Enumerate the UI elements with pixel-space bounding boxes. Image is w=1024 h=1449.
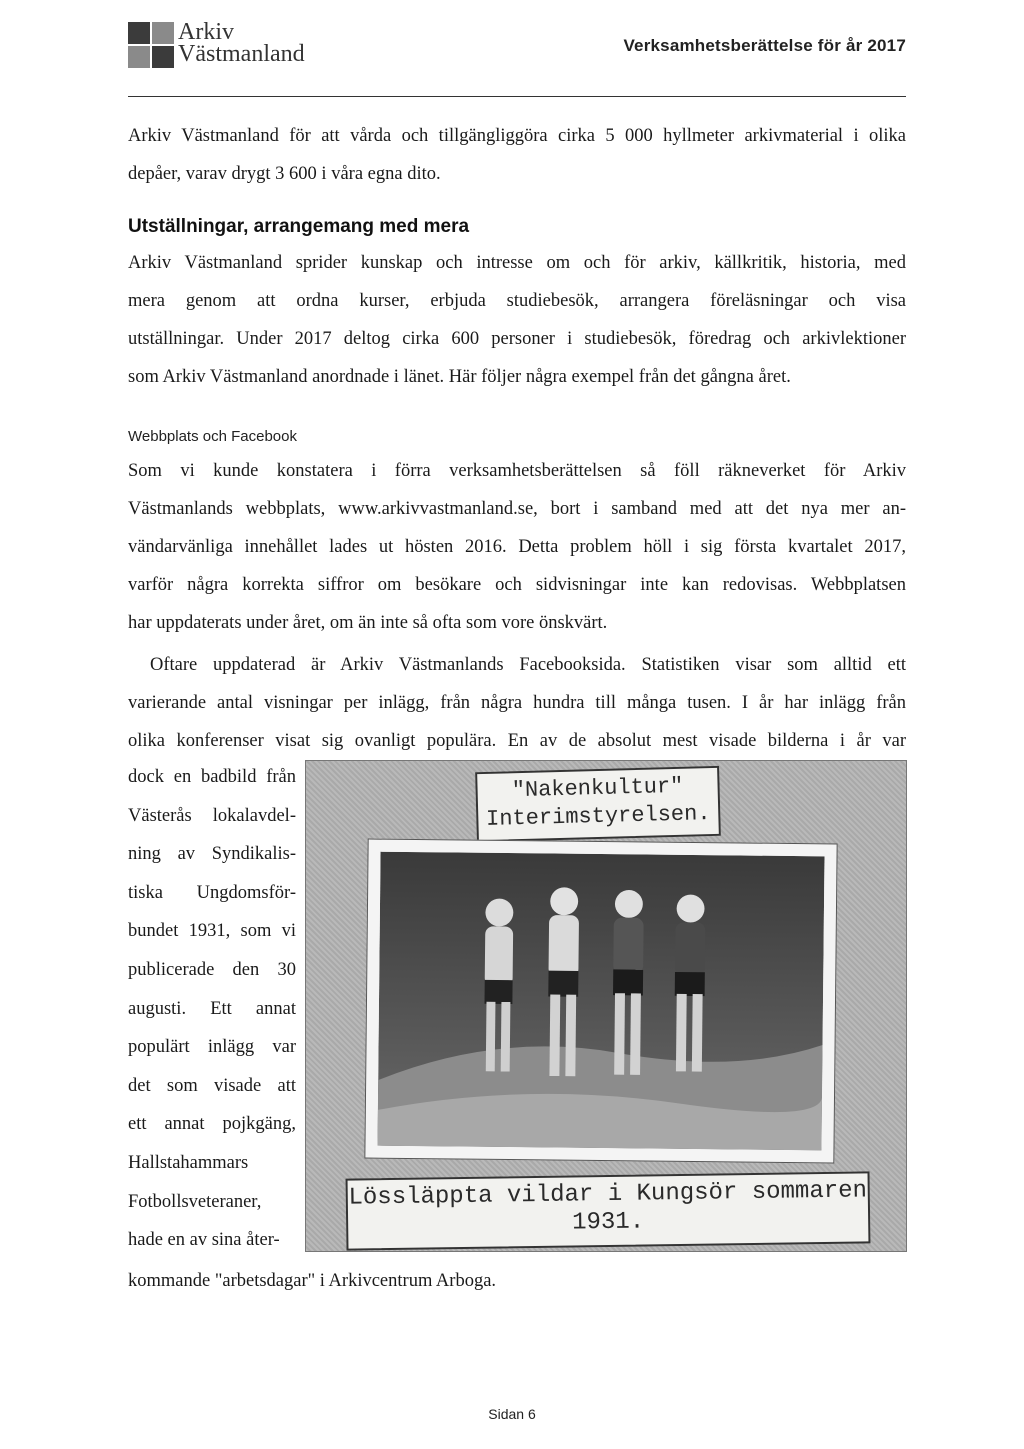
exhibitions-line-1: Arkiv Västmanland sprider kunskap och intresse om och för arkiv, källkritik, historia, med <box>128 253 906 273</box>
logo-line-1: Arkiv <box>178 19 234 45</box>
report-title: Verksamhetsberättelse för år 2017 <box>623 36 906 55</box>
wrap-line-9: det som visade att <box>128 1075 296 1096</box>
wrap-text-column <box>128 758 296 1260</box>
web-paragraph <box>128 452 906 642</box>
web-line-2: Västmanlands webbplats, www.arkivvastmanland.se, bort i samband med att det nya mer an- <box>128 499 906 519</box>
arkiv-logo <box>128 18 305 68</box>
exhibitions-paragraph <box>128 244 906 396</box>
logo-text <box>178 18 305 65</box>
header-divider <box>128 96 906 97</box>
photo-caption-bottom-line-1: Lössläppta vildar i Kungsör sommaren <box>348 1177 868 1212</box>
closing-line: kommande "arbetsdagar" i Arkivcentrum Arboga. <box>128 1271 497 1291</box>
wrap-line-11: Hallstahammars <box>128 1152 249 1173</box>
photo-caption-top-line-1: "Nakenkultur" <box>511 773 684 804</box>
bathers-illustration <box>377 852 824 1151</box>
facebook-line-2: varierande antal visningar per inlägg, från några hundra till många tusen. I år har inlägg från <box>128 693 906 713</box>
facebook-line-3: olika konferenser visat sig ovanligt populära. En av de absolut mest visade bilderna i år var <box>128 731 906 751</box>
wrap-line-13: hade en av sina åter- <box>128 1230 280 1251</box>
facebook-paragraph <box>128 646 906 760</box>
wrap-line-6: publicerade den 30 <box>128 959 296 980</box>
page-number: Sidan 6 <box>488 1406 536 1422</box>
intro-line-1: Arkiv Västmanland för att vårda och tillgängliggöra cirka 5 000 hyllmeter arkivmaterial i olika <box>128 126 906 146</box>
page-header <box>128 16 906 98</box>
web-line-3: vändarvänliga innehållet lades ut hösten 2016. Detta problem höll i sig första kvartalet 2017, <box>128 537 906 557</box>
wrap-line-7: augusti. Ett annat <box>128 998 296 1019</box>
wrap-line-2: Västerås lokalavdel- <box>128 805 296 826</box>
photo-caption-top-line-2: Interimstyrelsen. <box>485 801 711 832</box>
wrap-line-3: ning av Syndikalis- <box>128 844 296 865</box>
wrap-line-8: populärt inlägg var <box>128 1037 296 1058</box>
photo-caption-bottom <box>346 1171 871 1250</box>
exhibitions-line-4: som Arkiv Västmanland anordnade i länet. Här följer några exempel från det gångna året. <box>128 367 791 387</box>
wrap-line-5: bundet 1931, som vi <box>128 921 296 942</box>
intro-paragraph <box>128 117 906 193</box>
logo-line-2: Västmanland <box>178 41 305 67</box>
archive-photo <box>305 760 907 1252</box>
logo-mark-icon <box>128 22 174 68</box>
section-heading-exhibitions: Utställningar, arrangemang med mera <box>128 216 470 237</box>
section-heading-web-facebook: Webbplats och Facebook <box>128 428 297 445</box>
photo-print <box>364 839 837 1164</box>
photo-caption-bottom-line-2: 1931. <box>571 1208 645 1237</box>
wrap-line-4: tiska Ungdomsför- <box>128 882 296 903</box>
closing-paragraph <box>128 1262 906 1300</box>
photo-caption-top <box>475 766 721 842</box>
web-line-4: varför några korrekta siffror om besökare och sidvisningar inte kan redovisas. Webbplatsen <box>128 575 906 595</box>
exhibitions-line-2: mera genom att ordna kurser, erbjuda studiebesök, arrangera föreläsningar och visa <box>128 291 906 311</box>
wrap-line-10: ett annat pojkgäng, <box>128 1114 296 1135</box>
wrap-line-1: dock en badbild från <box>128 767 296 787</box>
web-line-1: Som vi kunde konstatera i förra verksamhetsberättelsen så föll räkneverket för Arkiv <box>128 461 906 481</box>
exhibitions-line-3: utställningar. Under 2017 deltog cirka 600 personer i studiebesök, föredrag och arkivlektioner <box>128 329 906 349</box>
facebook-line-1: Oftare uppdaterad är Arkiv Västmanlands Facebooksida. Statistiken visar som alltid ett <box>150 655 906 675</box>
intro-line-2: depåer, varav drygt 3 600 i våra egna dito. <box>128 164 441 184</box>
wrap-line-12: Fotbollsveteraner, <box>128 1191 262 1212</box>
web-line-5: har uppdaterats under året, om än inte så ofta som vore önskvärt. <box>128 613 608 633</box>
